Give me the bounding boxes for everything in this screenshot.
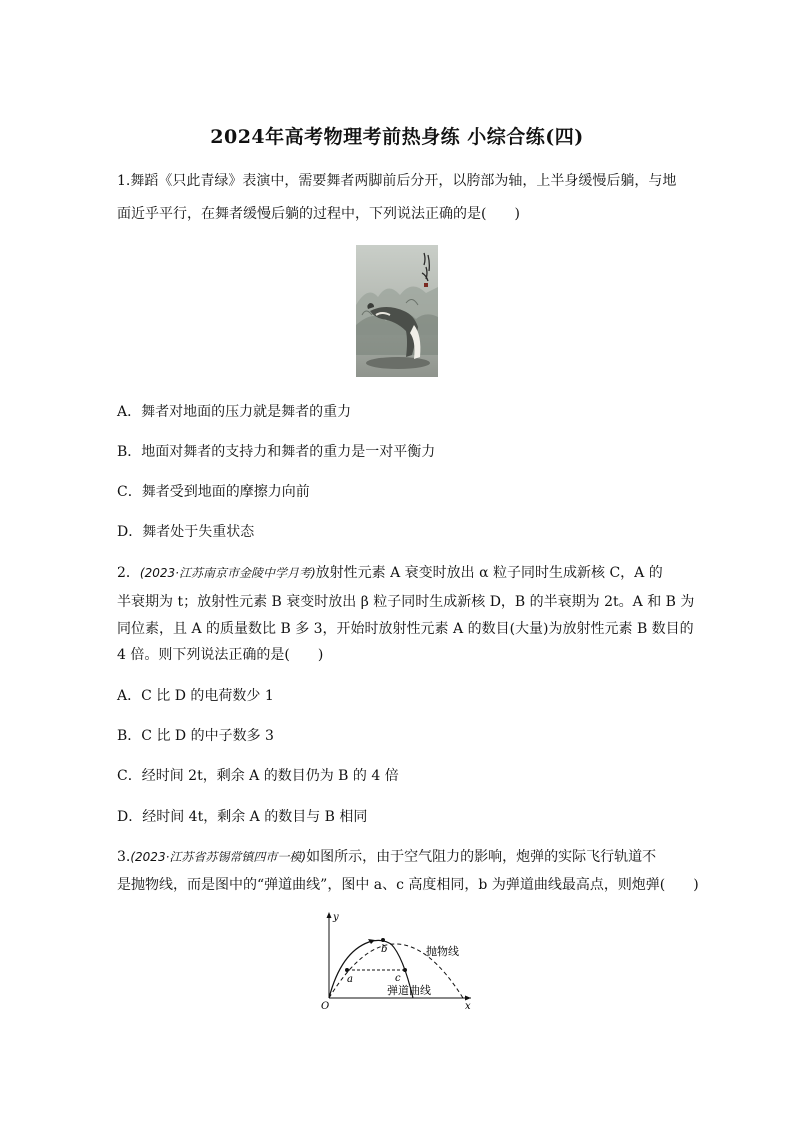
point-b: [381, 938, 385, 942]
q2-stem-line2: 半衰期为 t；放射性元素 B 衰变时放出 β 粒子同时生成新核 D，B 的半衰期为 2t。A 和 B 为: [117, 594, 695, 610]
dancer-illustration: [356, 245, 438, 377]
ballistic-label: 弹道曲线: [387, 984, 431, 997]
q2-stem-line4: 4 倍。则下列说法正确的是( ): [117, 647, 324, 663]
q2-stem-line1: [117, 563, 679, 583]
q2-stem-text: 放射性元素 A 衰变时放出 α 粒子同时生成新核 C，A 的: [315, 565, 663, 581]
trajectory-figure: [315, 908, 475, 1012]
q1-stem-line1: 1.舞蹈《只此青绿》表演中，需要舞者两脚前后分开，以胯部为轴，上半身缓慢后躺，与地: [117, 173, 677, 189]
q1-option-d: D．舞者处于失重状态: [117, 524, 255, 540]
y-axis-arrow: [327, 912, 332, 918]
origin-label: O: [321, 1001, 330, 1012]
q2-option-d: D．经时间 4t，剩余 A 的数目与 B 相同: [117, 809, 368, 825]
point-c: [403, 968, 407, 972]
q3-number: 3.: [117, 849, 131, 865]
q3-stem-line1: [117, 847, 679, 867]
x-axis-arrow: [465, 996, 471, 1001]
q1-option-c: C．舞者受到地面的摩擦力向前: [117, 484, 310, 500]
c-label: c: [395, 973, 401, 984]
q3-stem-text: 如图所示，由于空气阻力的影响，炮弹的实际飞行轨道不: [306, 849, 657, 865]
b-label: b: [381, 944, 388, 955]
q2-option-b: B．C 比 D 的中子数多 3: [117, 728, 274, 744]
q2-option-c: C．经时间 2t，剩余 A 的数目仍为 B 的 4 倍: [117, 768, 399, 784]
x-label: x: [465, 1001, 471, 1012]
q1-option-b: B．地面对舞者的支持力和舞者的重力是一对平衡力: [117, 444, 436, 460]
q2-source: (2023·江苏南京市金陵中学月考): [139, 566, 316, 580]
q2-number: 2．: [117, 565, 140, 581]
page-title: 2024年高考物理考前热身练 小综合练(四): [210, 126, 584, 148]
q3-source: (2023·江苏省苏锡常镇四市一模): [130, 850, 307, 864]
q1-stem-line2: 面近乎平行，在舞者缓慢后躺的过程中，下列说法正确的是( ): [117, 206, 520, 222]
dancer-photo: [356, 245, 438, 377]
a-label: a: [347, 974, 353, 985]
y-label: y: [333, 912, 339, 923]
parabola-label: 抛物线: [426, 945, 459, 958]
q2-stem-line3: 同位素，且 A 的质量数比 B 多 3，开始时放射性元素 A 的数目(大量)为放射性元素 B 数目的: [117, 621, 694, 637]
q1-option-a: A．舞者对地面的压力就是舞者的重力: [117, 404, 352, 420]
q2-option-a: A．C 比 D 的电荷数少 1: [117, 688, 274, 704]
point-a: [345, 968, 349, 972]
q3-stem-line2: 是抛物线，而是图中的“弹道曲线”，图中 a、c 高度相同，b 为弹道曲线最高点，则炮弹( ): [117, 877, 699, 893]
